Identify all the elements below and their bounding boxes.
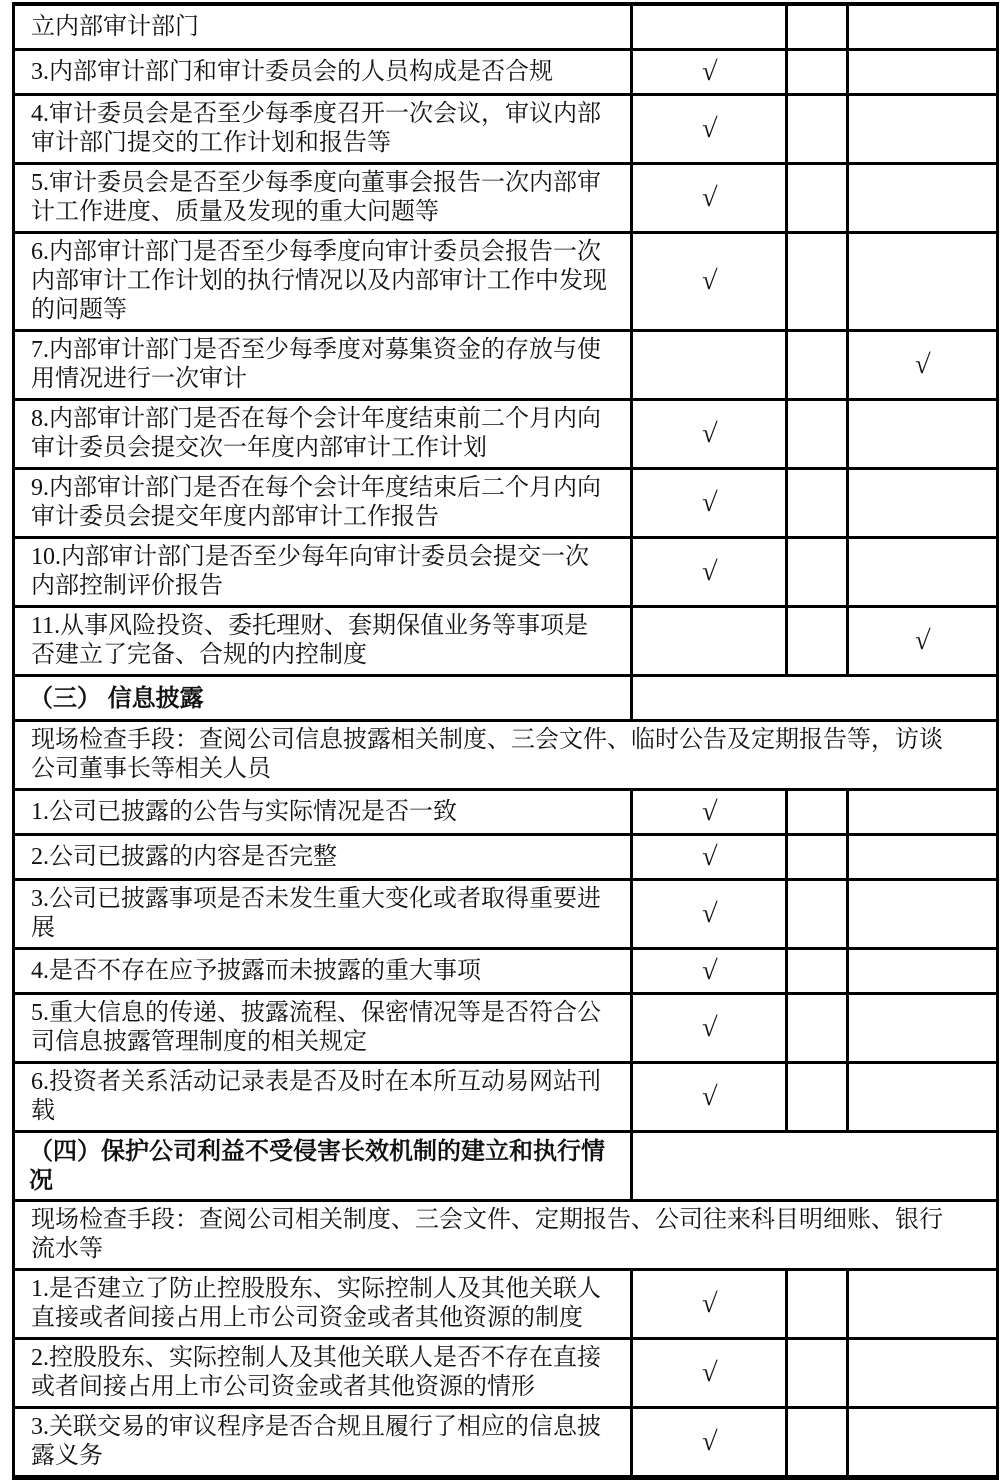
checkmark: √ bbox=[700, 1356, 718, 1387]
checkmark: √ bbox=[914, 348, 931, 379]
item-row bbox=[14, 607, 998, 676]
item-row bbox=[14, 1408, 998, 1478]
question-cell: 3.公司已披露事项是否未发生重大变化或者取得重要进展 bbox=[14, 880, 632, 949]
question-cell: 9.内部审计部门是否在每个会计年度结束后二个月内向审计委员会提交年度内部审计工作报告 bbox=[14, 469, 632, 538]
question-cell: 立内部审计部门 bbox=[14, 4, 632, 50]
checkmark: √ bbox=[700, 795, 718, 826]
check-cell-c bbox=[848, 469, 998, 538]
note-row bbox=[14, 721, 998, 790]
check-cell-c bbox=[848, 400, 998, 469]
check-cell-c bbox=[848, 1339, 998, 1408]
check-cell-c bbox=[848, 538, 998, 607]
document-page bbox=[0, 2, 1000, 1469]
item-row bbox=[14, 400, 998, 469]
item-row bbox=[14, 331, 998, 400]
item-row bbox=[14, 164, 998, 233]
check-cell-a bbox=[632, 50, 787, 95]
check-cell-a bbox=[632, 331, 787, 400]
check-cell-c bbox=[848, 50, 998, 95]
item-row bbox=[14, 880, 998, 949]
check-cell-a bbox=[632, 607, 787, 676]
check-cell-b bbox=[787, 880, 848, 949]
check-cell-c bbox=[848, 95, 998, 164]
item-row bbox=[14, 1270, 998, 1339]
check-cell-b bbox=[787, 50, 848, 95]
section-row bbox=[14, 1132, 998, 1201]
check-cell-b bbox=[787, 538, 848, 607]
check-cell-b bbox=[787, 164, 848, 233]
checkmark: √ bbox=[700, 1011, 718, 1042]
check-cell-b bbox=[787, 331, 848, 400]
inspection-note-cell: 现场检查手段：查阅公司相关制度、三会文件、定期报告、公司往来科目明细账、银行流水等 bbox=[14, 1201, 998, 1270]
check-cell-c bbox=[848, 233, 998, 331]
question-cell: 11.从事风险投资、委托理财、套期保值业务等事项是否建立了完备、合规的内控制度 bbox=[14, 607, 632, 676]
question-cell: 6.内部审计部门是否至少每季度向审计委员会报告一次内部审计工作计划的执行情况以及内部审计工作中发现的问题等 bbox=[14, 233, 632, 331]
check-cell-c bbox=[848, 1270, 998, 1339]
checkmark: √ bbox=[700, 1287, 718, 1318]
question-cell: 2.公司已披露的内容是否完整 bbox=[14, 835, 632, 880]
checkmark: √ bbox=[700, 555, 718, 586]
question-cell: 7.内部审计部门是否至少每季度对募集资金的存放与使用情况进行一次审计 bbox=[14, 331, 632, 400]
check-cell-a bbox=[632, 790, 787, 835]
checklist-body bbox=[14, 4, 998, 1478]
check-cell-b bbox=[787, 1270, 848, 1339]
question-cell: 3.内部审计部门和审计委员会的人员构成是否合规 bbox=[14, 50, 632, 95]
checkmark: √ bbox=[700, 840, 718, 871]
check-cell-b bbox=[787, 835, 848, 880]
check-cell-c bbox=[848, 1063, 998, 1132]
note-row bbox=[14, 1201, 998, 1270]
check-cell-a bbox=[632, 835, 787, 880]
check-cell-a bbox=[632, 4, 787, 50]
item-row bbox=[14, 233, 998, 331]
check-cell-b bbox=[787, 994, 848, 1063]
check-cell-a bbox=[632, 1408, 787, 1478]
question-cell: 3.关联交易的审议程序是否合规且履行了相应的信息披露义务 bbox=[14, 1408, 632, 1478]
checkmark: √ bbox=[700, 112, 718, 143]
checklist-table bbox=[12, 2, 999, 1480]
section-empty-cell bbox=[632, 1132, 998, 1201]
question-cell: 4.审计委员会是否至少每季度召开一次会议，审议内部审计部门提交的工作计划和报告等 bbox=[14, 95, 632, 164]
question-cell: 1.公司已披露的公告与实际情况是否一致 bbox=[14, 790, 632, 835]
check-cell-a bbox=[632, 949, 787, 994]
check-cell-a bbox=[632, 400, 787, 469]
check-cell-b bbox=[787, 95, 848, 164]
check-cell-b bbox=[787, 790, 848, 835]
check-cell-c bbox=[848, 949, 998, 994]
check-cell-a bbox=[632, 1339, 787, 1408]
check-cell-b bbox=[787, 1063, 848, 1132]
check-cell-a bbox=[632, 994, 787, 1063]
checkmark: √ bbox=[700, 1080, 718, 1111]
section-empty-cell bbox=[632, 676, 998, 721]
check-cell-a bbox=[632, 538, 787, 607]
check-cell-b bbox=[787, 233, 848, 331]
section-title-cell: （三） 信息披露 bbox=[14, 676, 632, 721]
check-cell-c bbox=[848, 331, 998, 400]
checkmark: √ bbox=[700, 954, 718, 985]
item-row bbox=[14, 538, 998, 607]
item-row bbox=[14, 95, 998, 164]
section-title-cell: （四）保护公司利益不受侵害长效机制的建立和执行情况 bbox=[14, 1132, 632, 1201]
check-cell-c bbox=[848, 835, 998, 880]
check-cell-a bbox=[632, 1063, 787, 1132]
item-row bbox=[14, 4, 998, 50]
checkmark: √ bbox=[700, 181, 718, 212]
question-cell: 6.投资者关系活动记录表是否及时在本所互动易网站刊载 bbox=[14, 1063, 632, 1132]
question-cell: 5.审计委员会是否至少每季度向董事会报告一次内部审计工作进度、质量及发现的重大问题等 bbox=[14, 164, 632, 233]
check-cell-a bbox=[632, 880, 787, 949]
checkmark: √ bbox=[700, 55, 718, 86]
item-row bbox=[14, 835, 998, 880]
check-cell-b bbox=[787, 1339, 848, 1408]
check-cell-c bbox=[848, 607, 998, 676]
item-row bbox=[14, 1063, 998, 1132]
item-row bbox=[14, 50, 998, 95]
item-row bbox=[14, 469, 998, 538]
check-cell-c bbox=[848, 1408, 998, 1478]
check-cell-c bbox=[848, 880, 998, 949]
item-row bbox=[14, 790, 998, 835]
checkmark: √ bbox=[700, 1425, 718, 1456]
question-cell: 2.控股股东、实际控制人及其他关联人是否不存在直接或者间接占用上市公司资金或者其他资源的情形 bbox=[14, 1339, 632, 1408]
checkmark: √ bbox=[700, 265, 718, 295]
check-cell-a bbox=[632, 95, 787, 164]
check-cell-a bbox=[632, 164, 787, 233]
check-cell-b bbox=[787, 400, 848, 469]
checkmark: √ bbox=[700, 486, 718, 517]
check-cell-b bbox=[787, 607, 848, 676]
checkmark: √ bbox=[700, 417, 718, 448]
inspection-note-cell: 现场检查手段：查阅公司信息披露相关制度、三会文件、临时公告及定期报告等，访谈公司董事长等相关人员 bbox=[14, 721, 998, 790]
item-row bbox=[14, 1339, 998, 1408]
question-cell: 8.内部审计部门是否在每个会计年度结束前二个月内向审计委员会提交次一年度内部审计工作计划 bbox=[14, 400, 632, 469]
check-cell-c bbox=[848, 164, 998, 233]
check-cell-b bbox=[787, 1408, 848, 1478]
check-cell-c bbox=[848, 4, 998, 50]
question-cell: 4.是否不存在应予披露而未披露的重大事项 bbox=[14, 949, 632, 994]
check-cell-c bbox=[848, 994, 998, 1063]
check-cell-a bbox=[632, 233, 787, 331]
item-row bbox=[14, 949, 998, 994]
checkmark: √ bbox=[700, 897, 718, 928]
check-cell-a bbox=[632, 469, 787, 538]
check-cell-c bbox=[848, 790, 998, 835]
question-cell: 5.重大信息的传递、披露流程、保密情况等是否符合公司信息披露管理制度的相关规定 bbox=[14, 994, 632, 1063]
check-cell-b bbox=[787, 469, 848, 538]
check-cell-a bbox=[632, 1270, 787, 1339]
item-row bbox=[14, 994, 998, 1063]
checkmark: √ bbox=[914, 624, 931, 655]
check-cell-b bbox=[787, 4, 848, 50]
section-row bbox=[14, 676, 998, 721]
check-cell-b bbox=[787, 949, 848, 994]
question-cell: 10.内部审计部门是否至少每年向审计委员会提交一次内部控制评价报告 bbox=[14, 538, 632, 607]
question-cell: 1.是否建立了防止控股股东、实际控制人及其他关联人直接或者间接占用上市公司资金或者其他资源的制度 bbox=[14, 1270, 632, 1339]
